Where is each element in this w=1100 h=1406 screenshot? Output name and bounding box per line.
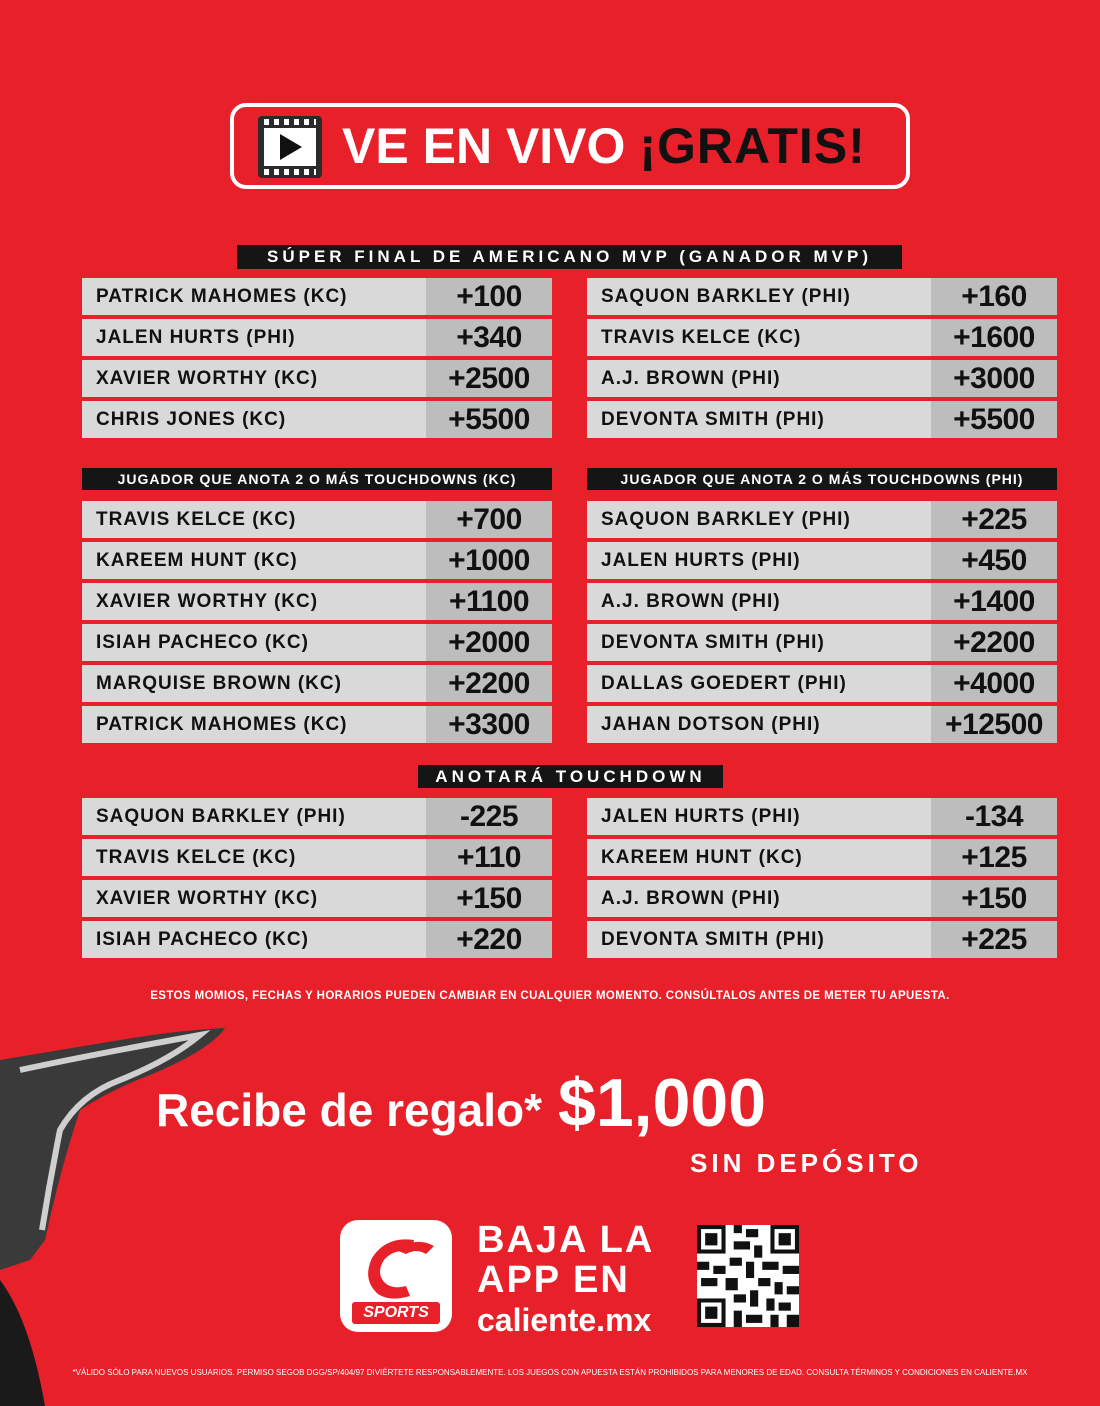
player-name: TRAVIS KELCE (KC) xyxy=(82,839,426,876)
odds-row[interactable] xyxy=(587,401,1057,438)
odds-row[interactable] xyxy=(587,624,1057,661)
qr-code-icon[interactable] xyxy=(697,1225,799,1327)
odds-row[interactable] xyxy=(82,319,552,356)
banner-highlight: ¡GRATIS! xyxy=(639,118,866,174)
player-name: TRAVIS KELCE (KC) xyxy=(587,319,931,356)
section-title-mvp: SÚPER FINAL DE AMERICANO MVP (GANADOR MVP) xyxy=(237,245,902,269)
player-name: A.J. BROWN (PHI) xyxy=(587,880,931,917)
odds-row[interactable] xyxy=(82,583,552,620)
promo-subtitle: SIN DEPÓSITO xyxy=(690,1148,923,1178)
odds-row[interactable] xyxy=(82,360,552,397)
odds-value[interactable]: +12500 xyxy=(931,706,1057,743)
player-name: DEVONTA SMITH (PHI) xyxy=(587,401,931,438)
player-name: SAQUON BARKLEY (PHI) xyxy=(587,501,931,538)
odds-value[interactable]: +100 xyxy=(426,278,552,315)
cta-line-2: APP EN xyxy=(477,1259,630,1301)
odds-value[interactable]: +4000 xyxy=(931,665,1057,702)
player-name: JALEN HURTS (PHI) xyxy=(82,319,426,356)
player-name: PATRICK MAHOMES (KC) xyxy=(82,278,426,315)
odds-row[interactable] xyxy=(587,798,1057,835)
odds-row[interactable] xyxy=(587,278,1057,315)
odds-row[interactable] xyxy=(82,542,552,579)
player-name: PATRICK MAHOMES (KC) xyxy=(82,706,426,743)
odds-row[interactable] xyxy=(587,319,1057,356)
odds-row[interactable] xyxy=(82,839,552,876)
odds-row[interactable] xyxy=(82,706,552,743)
section-title-anytime-td: ANOTARÁ TOUCHDOWN xyxy=(418,765,723,788)
player-name: SAQUON BARKLEY (PHI) xyxy=(587,278,931,315)
odds-row[interactable] xyxy=(82,401,552,438)
player-name: JALEN HURTS (PHI) xyxy=(587,542,931,579)
odds-row[interactable] xyxy=(587,921,1057,958)
section-title-td2-kc: JUGADOR QUE ANOTA 2 O MÁS TOUCHDOWNS (KC) xyxy=(82,468,552,490)
promo-amount: $1,000 xyxy=(558,1065,767,1141)
odds-row[interactable] xyxy=(82,921,552,958)
odds-value[interactable]: +110 xyxy=(426,839,552,876)
odds-row[interactable] xyxy=(82,278,552,315)
odds-value[interactable]: +150 xyxy=(426,880,552,917)
odds-row[interactable] xyxy=(82,624,552,661)
odds-disclaimer: ESTOS MOMIOS, FECHAS Y HORARIOS PUEDEN CAMBIAR EN CUALQUIER MOMENTO. CONSÚLTALOS ANTES DE METER TU APUESTA. xyxy=(150,990,950,1002)
player-name: DEVONTA SMITH (PHI) xyxy=(587,921,931,958)
player-name: XAVIER WORTHY (KC) xyxy=(82,360,426,397)
odds-value[interactable]: +2200 xyxy=(931,624,1057,661)
live-stream-banner[interactable] xyxy=(230,103,910,189)
banner-prefix: VE EN VIVO xyxy=(342,118,626,174)
odds-value[interactable]: +3000 xyxy=(931,360,1057,397)
odds-value[interactable]: +1600 xyxy=(931,319,1057,356)
odds-value[interactable]: +1000 xyxy=(426,542,552,579)
section-title-td2-phi: JUGADOR QUE ANOTA 2 O MÁS TOUCHDOWNS (PHI) xyxy=(587,468,1057,490)
odds-value[interactable]: +5500 xyxy=(931,401,1057,438)
odds-row[interactable] xyxy=(587,542,1057,579)
odds-row[interactable] xyxy=(587,360,1057,397)
odds-value[interactable]: +5500 xyxy=(426,401,552,438)
player-name: JAHAN DOTSON (PHI) xyxy=(587,706,931,743)
player-name: KAREEM HUNT (KC) xyxy=(587,839,931,876)
odds-value[interactable]: +700 xyxy=(426,501,552,538)
odds-value[interactable]: +2000 xyxy=(426,624,552,661)
odds-value[interactable]: +150 xyxy=(931,880,1057,917)
banner-text xyxy=(342,117,866,175)
odds-value[interactable]: +2200 xyxy=(426,665,552,702)
odds-value[interactable]: +225 xyxy=(931,501,1057,538)
odds-value[interactable]: +225 xyxy=(931,921,1057,958)
mvp-table-right xyxy=(587,278,1057,442)
player-name: DEVONTA SMITH (PHI) xyxy=(587,624,931,661)
cta-line-1: BAJA LA xyxy=(477,1219,655,1261)
odds-value[interactable]: -134 xyxy=(931,798,1057,835)
odds-row[interactable] xyxy=(587,665,1057,702)
legal-fineprint: *VÁLIDO SÓLO PARA NUEVOS USUARIOS. PERMISO SEGOB DGG/SP/404/97 DIVIÉRTETE RESPONSABLEMENTE. LOS JUEGOS CON APUESTA ESTÁN PROHIBIDOS PARA MENORES DE EDAD. CONSULTA TÉRMINOS Y CONDICIONES EN CALIENTE.MX xyxy=(72,1368,1028,1377)
odds-value[interactable]: +1400 xyxy=(931,583,1057,620)
promo-headline xyxy=(156,1064,766,1142)
horse-c-icon xyxy=(356,1232,438,1304)
odds-value[interactable]: +220 xyxy=(426,921,552,958)
cta-website[interactable]: caliente.mx xyxy=(477,1302,652,1338)
promo-lead: Recibe de regalo* xyxy=(156,1084,543,1136)
player-name: CHRIS JONES (KC) xyxy=(82,401,426,438)
player-name: ISIAH PACHECO (KC) xyxy=(82,921,426,958)
player-name: XAVIER WORTHY (KC) xyxy=(82,880,426,917)
player-name: XAVIER WORTHY (KC) xyxy=(82,583,426,620)
player-name: ISIAH PACHECO (KC) xyxy=(82,624,426,661)
player-name: SAQUON BARKLEY (PHI) xyxy=(82,798,426,835)
odds-row[interactable] xyxy=(82,880,552,917)
anytime-td-table-left xyxy=(82,798,552,962)
td2-phi-table xyxy=(587,501,1057,747)
td2-kc-table xyxy=(82,501,552,747)
odds-row[interactable] xyxy=(587,706,1057,743)
caliente-sports-logo[interactable] xyxy=(340,1220,452,1332)
odds-value[interactable]: +340 xyxy=(426,319,552,356)
player-name: KAREEM HUNT (KC) xyxy=(82,542,426,579)
logo-label: SPORTS xyxy=(352,1302,440,1324)
player-name: A.J. BROWN (PHI) xyxy=(587,360,931,397)
odds-value[interactable]: +160 xyxy=(931,278,1057,315)
odds-value[interactable]: -225 xyxy=(426,798,552,835)
player-name: TRAVIS KELCE (KC) xyxy=(82,501,426,538)
odds-row[interactable] xyxy=(82,665,552,702)
odds-row[interactable] xyxy=(587,880,1057,917)
odds-row[interactable] xyxy=(587,839,1057,876)
player-name: MARQUISE BROWN (KC) xyxy=(82,665,426,702)
odds-value[interactable]: +450 xyxy=(931,542,1057,579)
video-play-icon xyxy=(258,116,322,178)
odds-row[interactable] xyxy=(587,501,1057,538)
odds-row[interactable] xyxy=(82,501,552,538)
download-app-cta[interactable] xyxy=(477,1220,654,1340)
mvp-table-left xyxy=(82,278,552,442)
odds-value[interactable]: +1100 xyxy=(426,583,552,620)
player-name: JALEN HURTS (PHI) xyxy=(587,798,931,835)
odds-value[interactable]: +3300 xyxy=(426,706,552,743)
odds-value[interactable]: +125 xyxy=(931,839,1057,876)
odds-value[interactable]: +2500 xyxy=(426,360,552,397)
player-name: A.J. BROWN (PHI) xyxy=(587,583,931,620)
player-name: DALLAS GOEDERT (PHI) xyxy=(587,665,931,702)
anytime-td-table-right xyxy=(587,798,1057,962)
odds-row[interactable] xyxy=(587,583,1057,620)
odds-row[interactable] xyxy=(82,798,552,835)
